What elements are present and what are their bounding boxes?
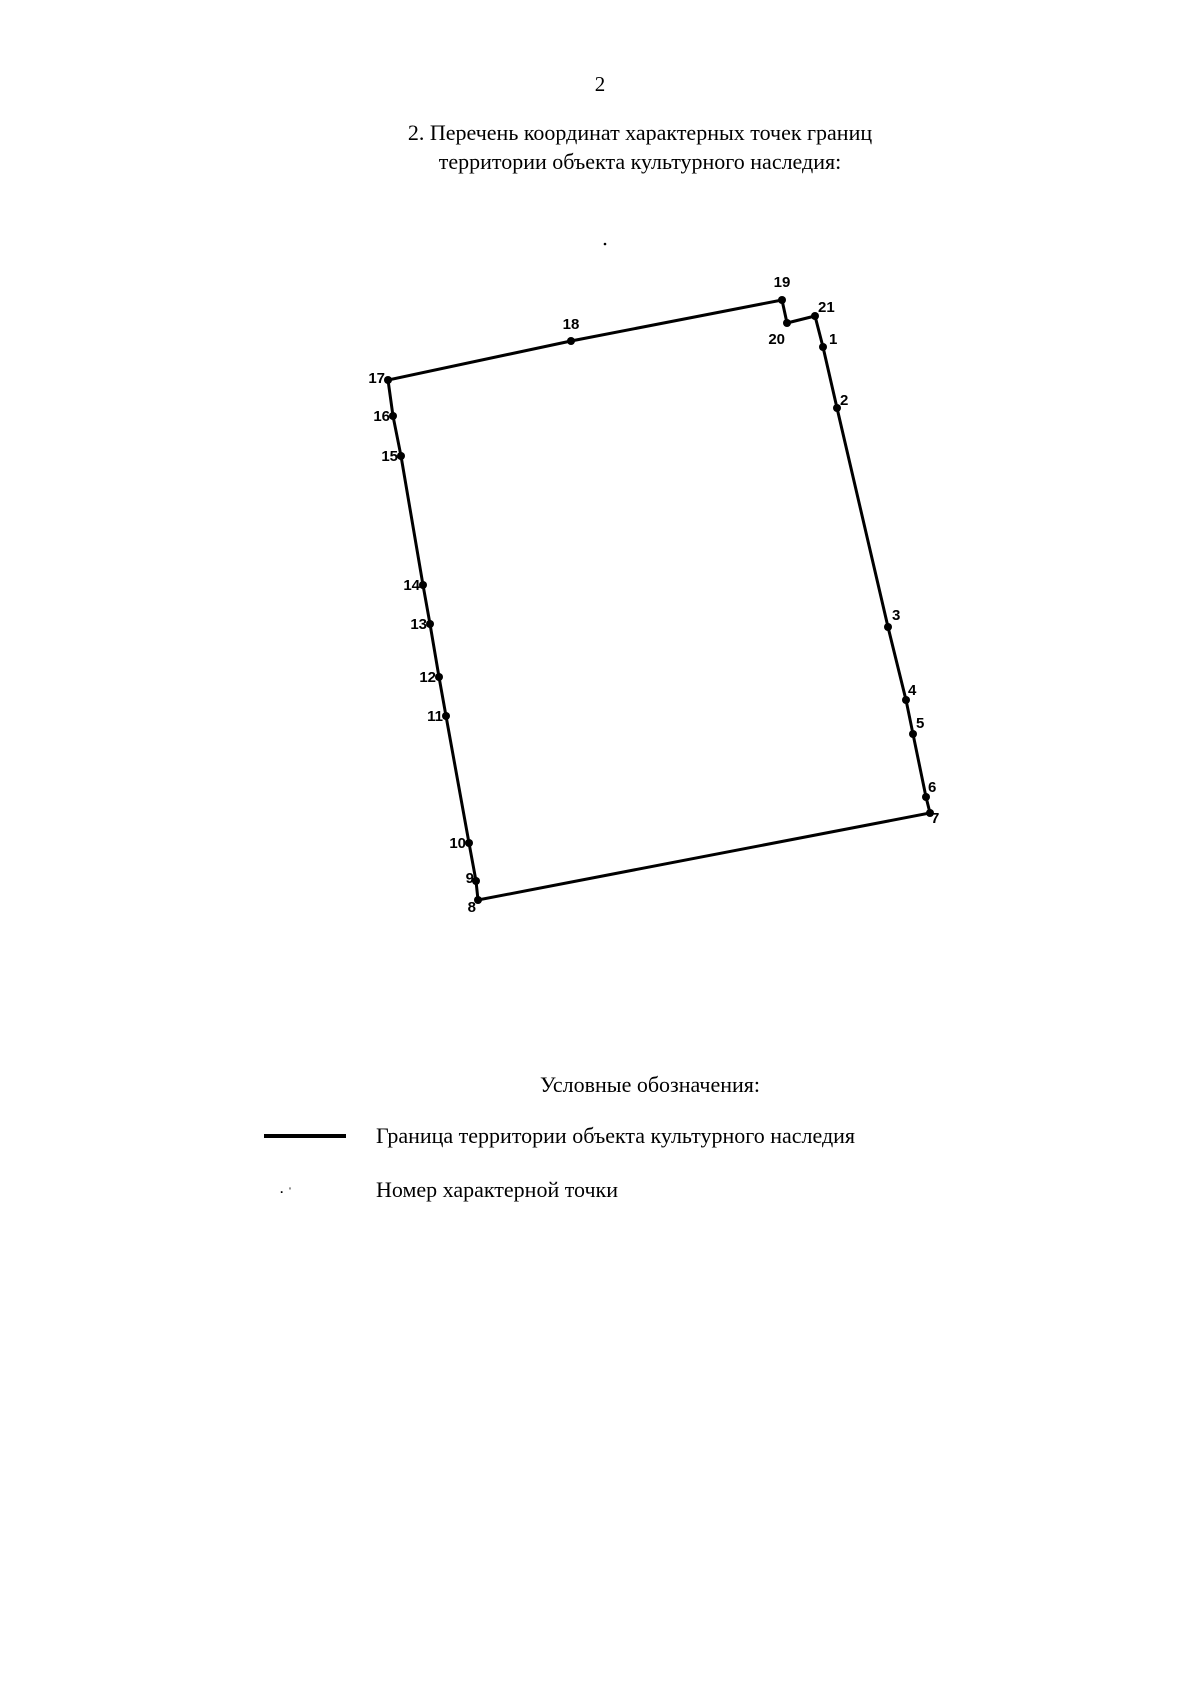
point-marker-20 <box>783 319 791 327</box>
point-label-6: 6 <box>928 779 937 796</box>
point-label-2: 2 <box>840 392 849 409</box>
point-label-16: 16 <box>373 408 390 425</box>
point-label-20: 20 <box>768 331 785 348</box>
point-markers <box>384 296 937 904</box>
point-label-12: 12 <box>419 669 436 686</box>
point-marker-3 <box>884 623 892 631</box>
point-marker-1 <box>819 343 827 351</box>
page-number: 2 <box>594 72 606 96</box>
point-marker-12 <box>435 673 443 681</box>
title-line-1: 2. Перечень координат характерных точек границ <box>407 120 873 145</box>
point-label-8: 8 <box>467 899 476 916</box>
legend-item-boundary <box>260 1121 855 1151</box>
point-label-13: 13 <box>410 616 427 633</box>
point-marker-11 <box>442 712 450 720</box>
boundary-polygon <box>388 300 930 900</box>
point-label-15: 15 <box>381 448 398 465</box>
legend-point-text: Номер характерной точки <box>376 1177 618 1202</box>
point-marker-16 <box>389 412 397 420</box>
legend-line-symbol <box>260 1121 370 1151</box>
point-marker-17 <box>384 376 392 384</box>
point-label-5: 5 <box>916 715 925 732</box>
point-marker-10 <box>465 839 473 847</box>
point-marker-18 <box>567 337 575 345</box>
point-label-21: 21 <box>818 299 835 316</box>
point-label-17: 17 <box>368 370 385 387</box>
point-marker-15 <box>397 452 405 460</box>
point-marker-14 <box>419 581 427 589</box>
point-label-14: 14 <box>403 577 420 594</box>
point-label-18: 18 <box>562 316 580 333</box>
point-label-3: 3 <box>892 607 901 624</box>
point-label-1: 1 <box>829 331 838 348</box>
stray-dot <box>604 243 607 246</box>
legend-boundary-text: Граница территории объекта культурного наследия <box>376 1123 856 1148</box>
title-line-2: территории объекта культурного наследия: <box>438 149 842 174</box>
point-label-7: 7 <box>931 810 940 827</box>
point-label-11: 11 <box>427 708 443 725</box>
point-marker-13 <box>426 620 434 628</box>
point-label-4: 4 <box>908 682 917 699</box>
point-label-9: 9 <box>465 870 474 887</box>
point-label-19: 19 <box>773 274 791 291</box>
point-labels <box>368 274 939 916</box>
legend-title: Условные обозначения: <box>539 1072 761 1097</box>
point-marker-19 <box>778 296 786 304</box>
point-label-10: 10 <box>449 835 466 852</box>
legend-point-symbol: ·ˈ <box>280 1185 296 1199</box>
legend-item-point <box>260 1175 618 1205</box>
